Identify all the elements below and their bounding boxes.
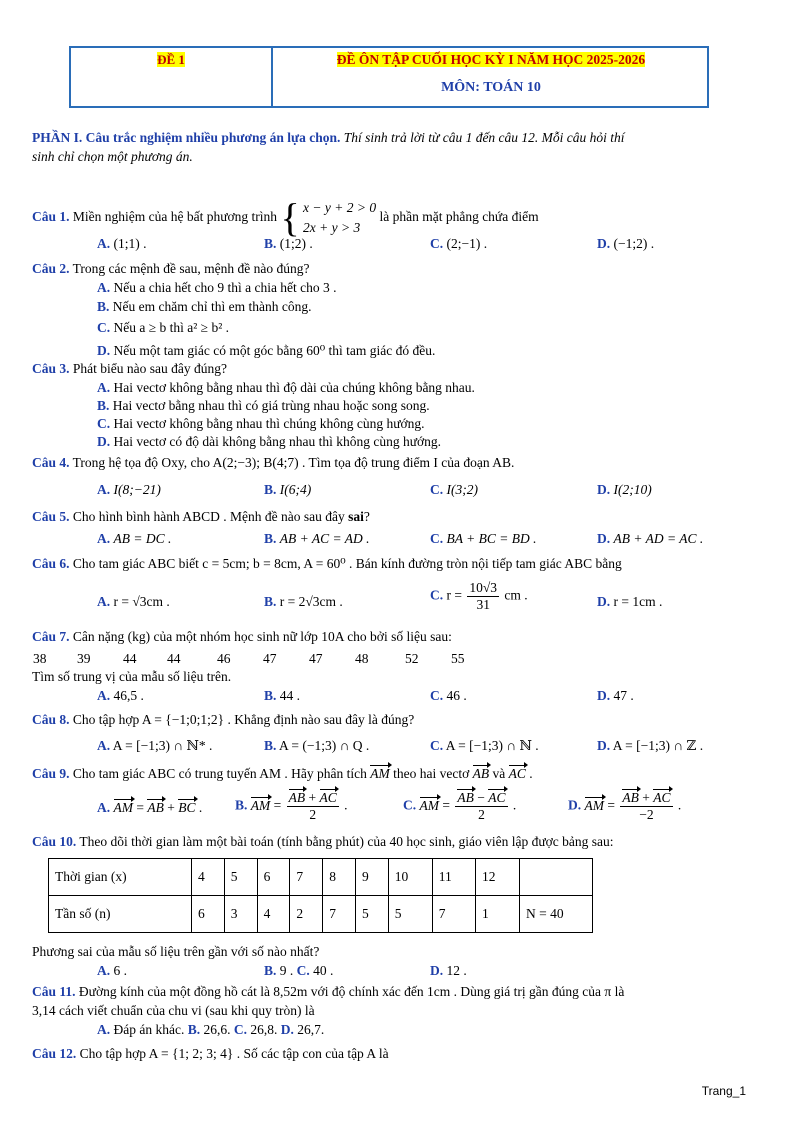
table-row: Thời gian (x) 4 5 6 7 8 9 10 11 12 bbox=[49, 859, 593, 896]
q9-option-c[interactable]: C. AM = $\frac{AB - AC}{2}$ . bbox=[403, 790, 517, 822]
q2-option-c[interactable]: C. Nếu a ≥ b thì a² ≥ b² . bbox=[97, 320, 230, 335]
question-7: Câu 7. Cân nặng (kg) của một nhóm học sinh nữ lớp 10A cho bởi số liệu sau: bbox=[32, 629, 452, 644]
part1-title: PHẦN I. Câu trắc nghiệm nhiều phương án lựa chọn. bbox=[32, 130, 341, 145]
q6-option-c[interactable]: C. r = $\frac{10√3}{31}$ cm . bbox=[430, 580, 528, 612]
part1-instruction: Thí sinh trả lời từ câu 1 đến câu 12. Mỗi câu hỏi thí bbox=[343, 130, 625, 145]
frequency-table bbox=[48, 858, 593, 933]
q10-option-d[interactable]: D. 12 . bbox=[430, 963, 467, 978]
exam-number: ĐỀ 1 bbox=[157, 52, 185, 67]
question-11-line2: 3,14 cách viết chuẩn của chu vi (sau khi quy tròn) là bbox=[32, 1003, 315, 1018]
q8-option-b[interactable]: B. A = (−1;3) ∩ Q . bbox=[264, 738, 370, 753]
q5-option-a[interactable]: A. AB = DC . bbox=[97, 531, 172, 546]
q2-option-a[interactable]: A. Nếu a chia hết cho 9 thì a chia hết cho 3 . bbox=[97, 280, 337, 295]
header-box bbox=[69, 46, 709, 108]
question-6: Câu 6. Cho tam giác ABC biết c = 5cm; b = 8cm, A = 60⁰ . Bán kính đường tròn nội tiếp tam giác ABC bằng bbox=[32, 556, 622, 571]
q9-option-d[interactable]: D. AM = $\frac{AB + AC}{-2}$ . bbox=[568, 790, 682, 822]
q9-option-b[interactable]: B. AM = $\frac{AB + AC}{2}$ . bbox=[235, 790, 348, 822]
q1-option-a[interactable]: A. (1;1) . bbox=[97, 236, 147, 251]
q6-option-d[interactable]: D. r = 1cm . bbox=[597, 594, 663, 609]
question-4: Câu 4. Trong hệ tọa độ Oxy, cho A(2;−3); B(4;7) . Tìm tọa độ trung điểm I của đoạn AB. bbox=[32, 455, 515, 470]
question-5: Câu 5. Cho hình bình hành ABCD . Mệnh đề nào sau đây sai? bbox=[32, 509, 370, 524]
q3-option-b[interactable]: B. Hai vectơ bằng nhau thì có giá trùng nhau hoặc song song. bbox=[97, 398, 430, 413]
q10-option-b[interactable]: B. 9 . C. 40 . bbox=[264, 963, 334, 978]
q3-option-c[interactable]: C. Hai vectơ không bằng nhau thì chúng không cùng hướng. bbox=[97, 416, 425, 431]
q5-option-d[interactable]: D. AB + AD = AC . bbox=[597, 531, 704, 546]
q4-option-b[interactable]: B. I(6;4) bbox=[264, 482, 312, 497]
q4-option-d[interactable]: D. I(2;10) bbox=[597, 482, 652, 497]
q1-option-d[interactable]: D. (−1;2) . bbox=[597, 236, 655, 251]
q4-option-c[interactable]: C. I(3;2) bbox=[430, 482, 478, 497]
exam-subject: MÔN: TOÁN 10 bbox=[441, 80, 541, 95]
question-3: Câu 3. Phát biểu nào sau đây đúng? bbox=[32, 361, 227, 376]
q4-option-a[interactable]: A. I(8;−21) bbox=[97, 482, 161, 497]
q6-option-b[interactable]: B. r = 2√3cm . bbox=[264, 594, 343, 609]
q5-option-c[interactable]: C. BA + BC = BD . bbox=[430, 531, 537, 546]
q1-option-c[interactable]: C. (2;−1) . bbox=[430, 236, 488, 251]
page-footer: Trang_1 bbox=[701, 1084, 746, 1098]
system-brace: { bbox=[280, 195, 300, 240]
q3-option-a[interactable]: A. Hai vectơ không bằng nhau thì độ dài của chúng không bằng nhau. bbox=[97, 380, 475, 395]
q7-option-d[interactable]: D. 47 . bbox=[597, 688, 634, 703]
exam-title: ĐỀ ÔN TẬP CUỐI HỌC KỲ I NĂM HỌC 2025-2026 bbox=[336, 52, 646, 67]
question-8: Câu 8. Cho tập hợp A = {−1;0;1;2} . Khẳng định nào sau đây là đúng? bbox=[32, 712, 415, 727]
question-9: Câu 9. Cho tam giác ABC có trung tuyến AM . Hãy phân tích AM theo hai vectơ AB và AC . bbox=[32, 766, 533, 781]
q3-option-d[interactable]: D. Hai vectơ có độ dài không bằng nhau thì không cùng hướng. bbox=[97, 434, 442, 449]
part1-intro bbox=[32, 128, 762, 166]
question-2: Câu 2. Trong các mệnh đề sau, mệnh đề nào đúng? bbox=[32, 261, 310, 276]
q8-option-a[interactable]: A. A = [−1;3) ∩ ℕ* . bbox=[97, 738, 213, 753]
part1-instruction-2: sinh chỉ chọn một phương án. bbox=[32, 149, 193, 164]
q10-option-a[interactable]: A. 6 . bbox=[97, 963, 127, 978]
q1-option-b[interactable]: B. (1;2) . bbox=[264, 236, 313, 251]
q2-option-b[interactable]: B. Nếu em chăm chỉ thì em thành công. bbox=[97, 299, 312, 314]
q8-option-c[interactable]: C. A = [−1;3) ∩ ℕ . bbox=[430, 738, 539, 753]
question-10: Câu 10. Theo dõi thời gian làm một bài toán (tính bằng phút) của 40 học sinh, giáo viên lập được bảng sau: bbox=[32, 834, 614, 849]
q7-option-c[interactable]: C. 46 . bbox=[430, 688, 467, 703]
q7-data-list: 38 39 44 44 46 47 47 48 52 55 bbox=[33, 651, 465, 666]
table-row: Tần số (n) 6 3 4 2 7 5 5 7 1 N = 40 bbox=[49, 896, 593, 933]
q9-option-a[interactable]: A. AM = AB + BC . bbox=[97, 800, 203, 815]
q11-options[interactable]: A. Đáp án khác. B. 26,6. C. 26,8. D. 26,7. bbox=[97, 1022, 325, 1037]
q5-option-b[interactable]: B. AB + AC = AD . bbox=[264, 531, 370, 546]
q8-option-d[interactable]: D. A = [−1;3) ∩ ℤ . bbox=[597, 738, 704, 753]
q6-option-a[interactable]: A. r = √3cm . bbox=[97, 594, 170, 609]
question-1: Câu 1. Miền nghiệm của hệ bất phương trình { x − y + 2 > 0 2x + y > 3 là phần mặt phẳng chứa điểm bbox=[32, 195, 539, 240]
q7-ask: Tìm số trung vị của mẫu số liệu trên. bbox=[32, 669, 232, 684]
q7-option-b[interactable]: B. 44 . bbox=[264, 688, 301, 703]
question-11: Câu 11. Đường kính của một đồng hồ cát là 8,52m với độ chính xác đến 1cm . Dùng giá trị gần đúng của π là bbox=[32, 984, 625, 999]
q10-ask: Phương sai của mẫu số liệu trên gần với số nào nhất? bbox=[32, 944, 320, 959]
question-12: Câu 12. Cho tập hợp A = {1; 2; 3; 4} . Số các tập con của tập A là bbox=[32, 1046, 389, 1061]
q2-option-d[interactable]: D. Nếu một tam giác có một góc bằng 60⁰ thì tam giác đó đều. bbox=[97, 343, 436, 358]
q7-option-a[interactable]: A. 46,5 . bbox=[97, 688, 144, 703]
